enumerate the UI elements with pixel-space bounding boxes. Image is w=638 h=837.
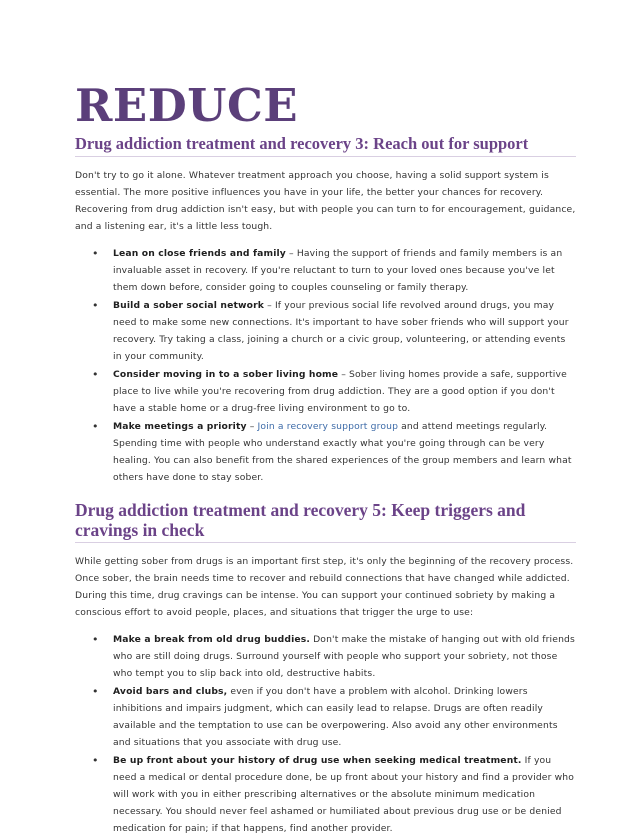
bullet-icon: • bbox=[92, 754, 99, 767]
list-item-lead: Lean on close friends and family bbox=[113, 248, 286, 259]
list-item-lead: Avoid bars and clubs, bbox=[113, 686, 228, 697]
list-item bbox=[75, 297, 576, 365]
section-heading-triggers: Drug addiction treatment and recovery 5: Keep triggers and cravings in check bbox=[75, 500, 576, 543]
list-item-lead: Be up front about your history of drug use when seeking medical treatment. bbox=[113, 755, 522, 766]
list-item bbox=[75, 752, 576, 837]
list-item-text: even if you don't have a problem with alcohol. Drinking lowers inhibitions and impairs judgment, which can easily lead to relapse. Drugs are often readily available and the temptation to use can be overpowering. Also avoid any other environments and situations that you associate with drug use. bbox=[113, 686, 558, 748]
list-item bbox=[75, 418, 576, 486]
list-item-lead: Consider moving in to a sober living home bbox=[113, 369, 339, 380]
bullet-icon: • bbox=[92, 633, 99, 646]
list-item-text: and attend meetings regularly. Spending time with people who understand exactly what you're going through can be very healing. You can also benefit from the shared experiences of the group members and learn what others have done to stay sober. bbox=[113, 421, 572, 483]
list-item bbox=[75, 245, 576, 296]
list-item-lead: Build a sober social network bbox=[113, 300, 265, 311]
list-item-lead: Make meetings a priority bbox=[113, 421, 247, 432]
list-item bbox=[75, 366, 576, 417]
list-item bbox=[75, 683, 576, 751]
list-item-text: – Sober living homes provide a safe, supportive place to live while you're recovering from drug addiction. They are a good option if you don't have a stable home or a drug-free living environment to go to. bbox=[113, 369, 567, 414]
section-intro-reach-out: Don't try to go it alone. Whatever treatment approach you choose, having a solid support system is essential. The more positive influences you have in your life, the better your chances for recovery. Recovering from drug addiction isn't easy, but with people you can turn to for encouragement, guidance, and a listening ear, it's a little less tough. bbox=[75, 170, 576, 232]
page-title: REDUCE bbox=[75, 79, 299, 132]
bullet-icon: • bbox=[92, 299, 99, 312]
list-item-text: – Having the support of friends and family members is an invaluable asset in recovery. If you're reluctant to turn to your loved ones because you've let them down before, consider going to couples counseling or family therapy. bbox=[113, 248, 563, 293]
list-item-text: – If your previous social life revolved around drugs, you may need to make some new connections. It's important to have sober friends who will support your recovery. Try taking a class, joining a church or a civic group, volunteering, or attending events in your community. bbox=[113, 300, 569, 362]
bullet-icon: • bbox=[92, 247, 99, 260]
bullet-icon: • bbox=[92, 368, 99, 381]
triggers-list bbox=[75, 631, 576, 837]
list-item bbox=[75, 631, 576, 682]
list-item-text: Don't make the mistake of hanging out with old friends who are still doing drugs. Surround yourself with people who support your sobriety, not those who tempt you to slip back into old, destructive habits. bbox=[113, 634, 575, 679]
support-list bbox=[75, 245, 576, 486]
list-item-text: If you need a medical or dental procedure done, be up front about your history and find a provider who will work with you in either prescribing alternatives or the absolute minimum medication necessary. You should never feel ashamed or humiliated about previous drug use or be denied medication for pain; if that happens, find another provider. bbox=[113, 755, 575, 834]
list-item-separator: – bbox=[246, 421, 258, 432]
section-intro-triggers: While getting sober from drugs is an important first step, it's only the beginning of the recovery process. Once sober, the brain needs time to recover and rebuild connections that have changed while addicted. During this time, drug cravings can be intense. You can support your continued sobriety by making a conscious effort to avoid people, places, and situations that trigger the urge to use: bbox=[75, 556, 574, 618]
section-heading-reach-out: Drug addiction treatment and recovery 3: Reach out for support bbox=[75, 134, 576, 157]
bullet-icon: • bbox=[92, 685, 99, 698]
recovery-support-group-link[interactable]: Join a recovery support group bbox=[257, 421, 399, 432]
bullet-icon: • bbox=[92, 420, 99, 433]
list-item-lead: Make a break from old drug buddies. bbox=[113, 634, 311, 645]
